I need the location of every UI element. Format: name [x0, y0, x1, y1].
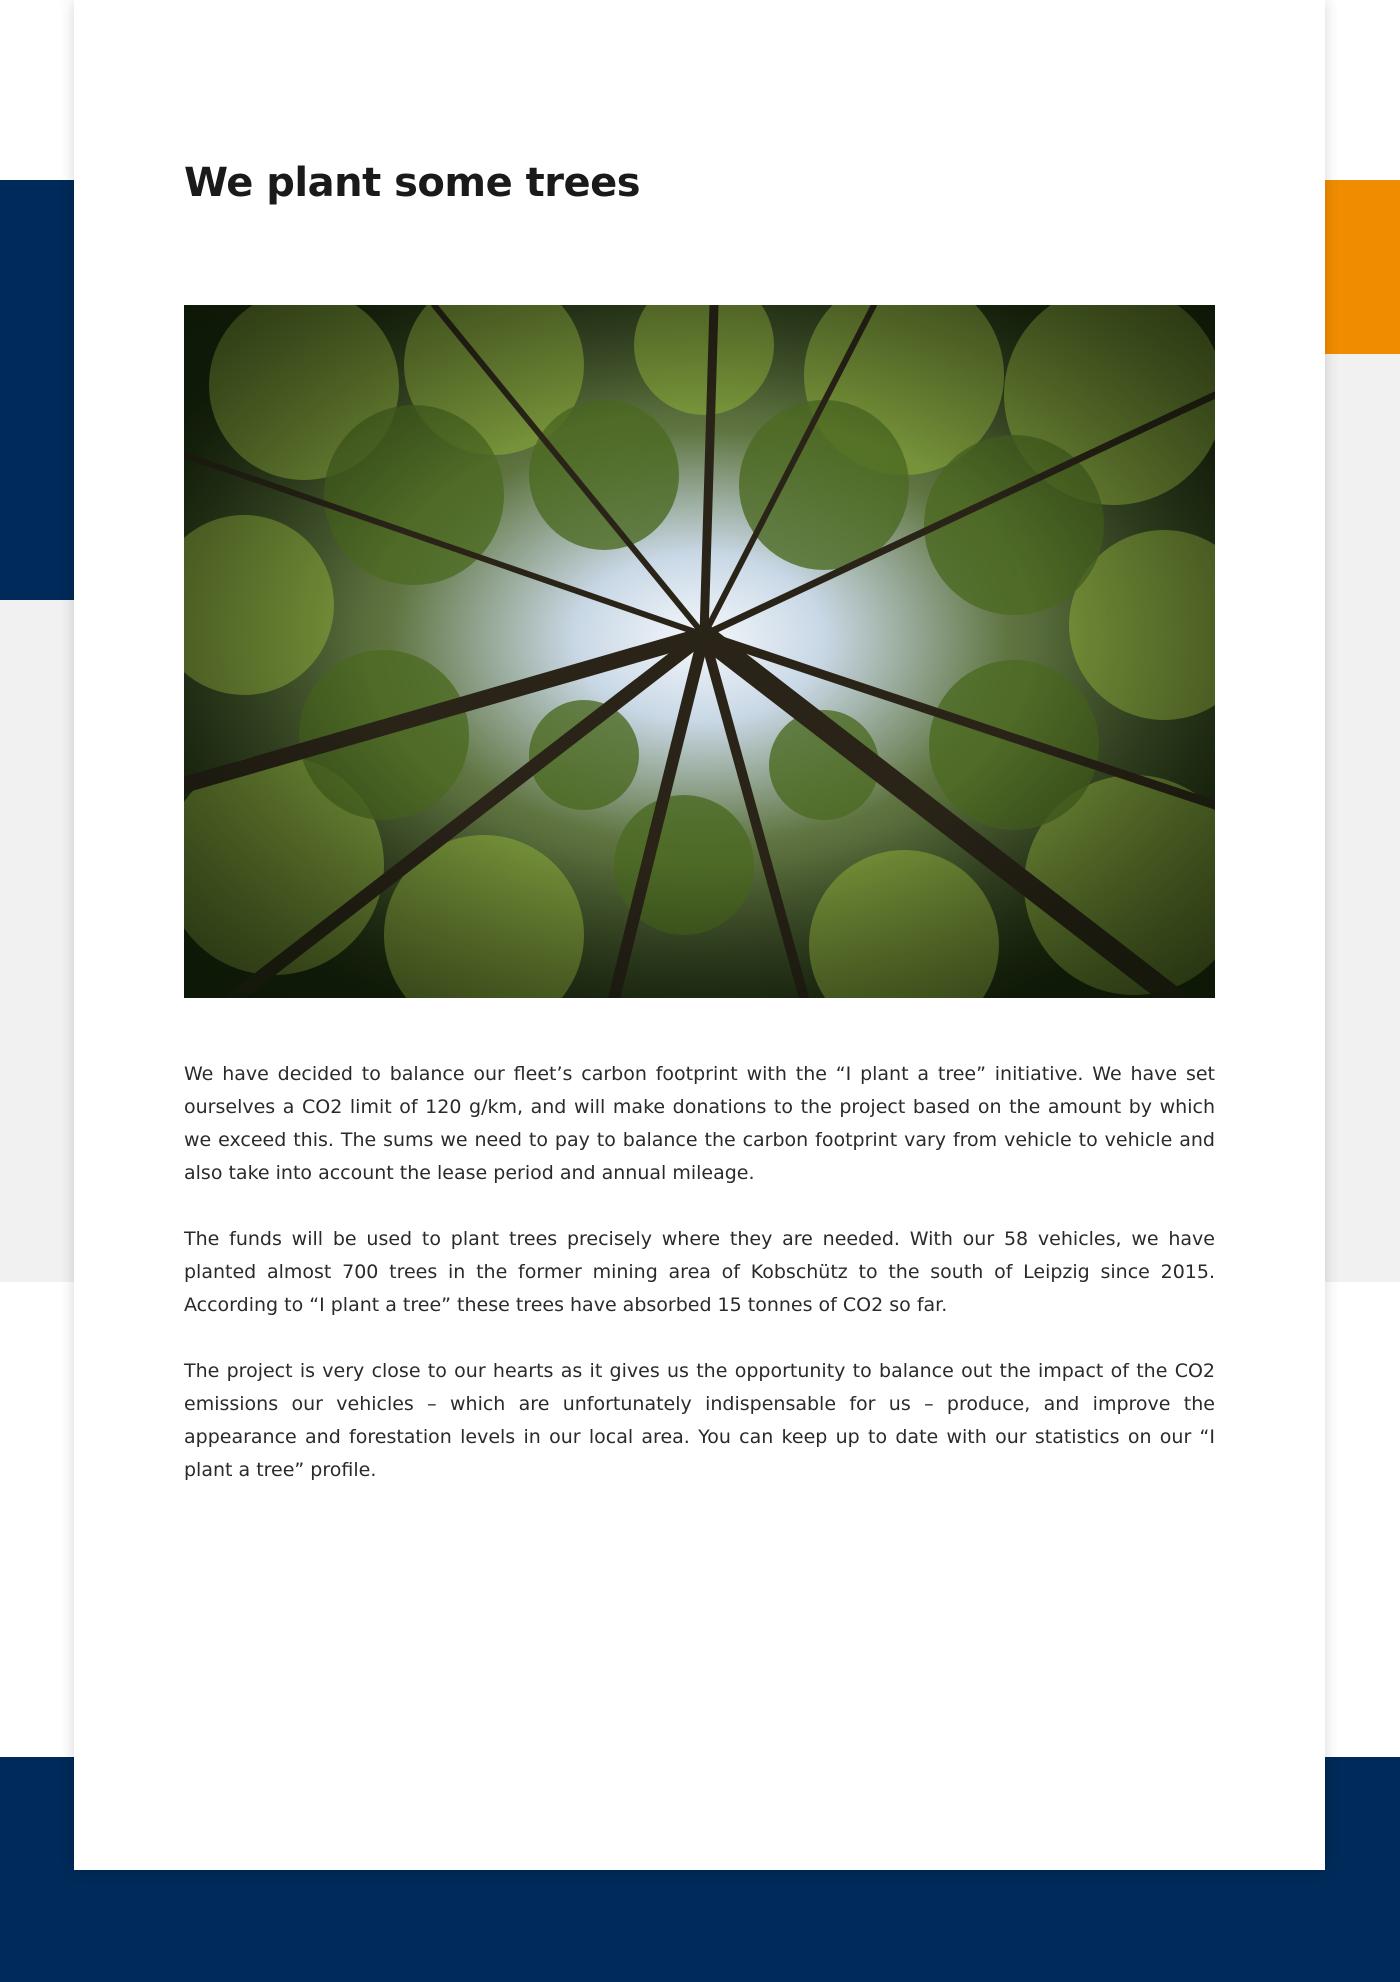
paragraph-3: The project is very close to our hearts as it gives us the opportunity to balance out the impact of the CO2 emissions our vehicles – which are unfortunately indispensable for us – produce, and improve the appearance and forestation levels in our local area. You can keep up to date with our statistics on our “I plant a tree” profile. [184, 1360, 1215, 1481]
forest-canopy-illustration [184, 305, 1215, 998]
forest-canopy-image [184, 305, 1215, 998]
background-navy-left-block [0, 180, 74, 600]
page-title: We plant some trees [184, 160, 641, 206]
paragraph-1: We have decided to balance our fleet’s carbon footprint with the “I plant a tree” initiative. We have set ourselves a CO2 limit of 120 g/km, and will make donations to the project based on the amount by which we exceed this. The sums we need to pay to balance the carbon footprint vary from vehicle to vehicle and also take into account the lease period and annual mileage. [184, 1063, 1215, 1184]
background-orange-right-block [1325, 180, 1400, 354]
paragraph-2: The funds will be used to plant trees precisely where they are needed. With our 58 vehicles, we have planted almost 700 trees in the former mining area of Kobschütz to the south of Leipzig since 2015. According to “I plant a tree” these trees have absorbed 15 tonnes of CO2 so far. [184, 1228, 1215, 1316]
body-text [184, 1058, 1215, 1520]
document-page [74, 0, 1325, 1870]
